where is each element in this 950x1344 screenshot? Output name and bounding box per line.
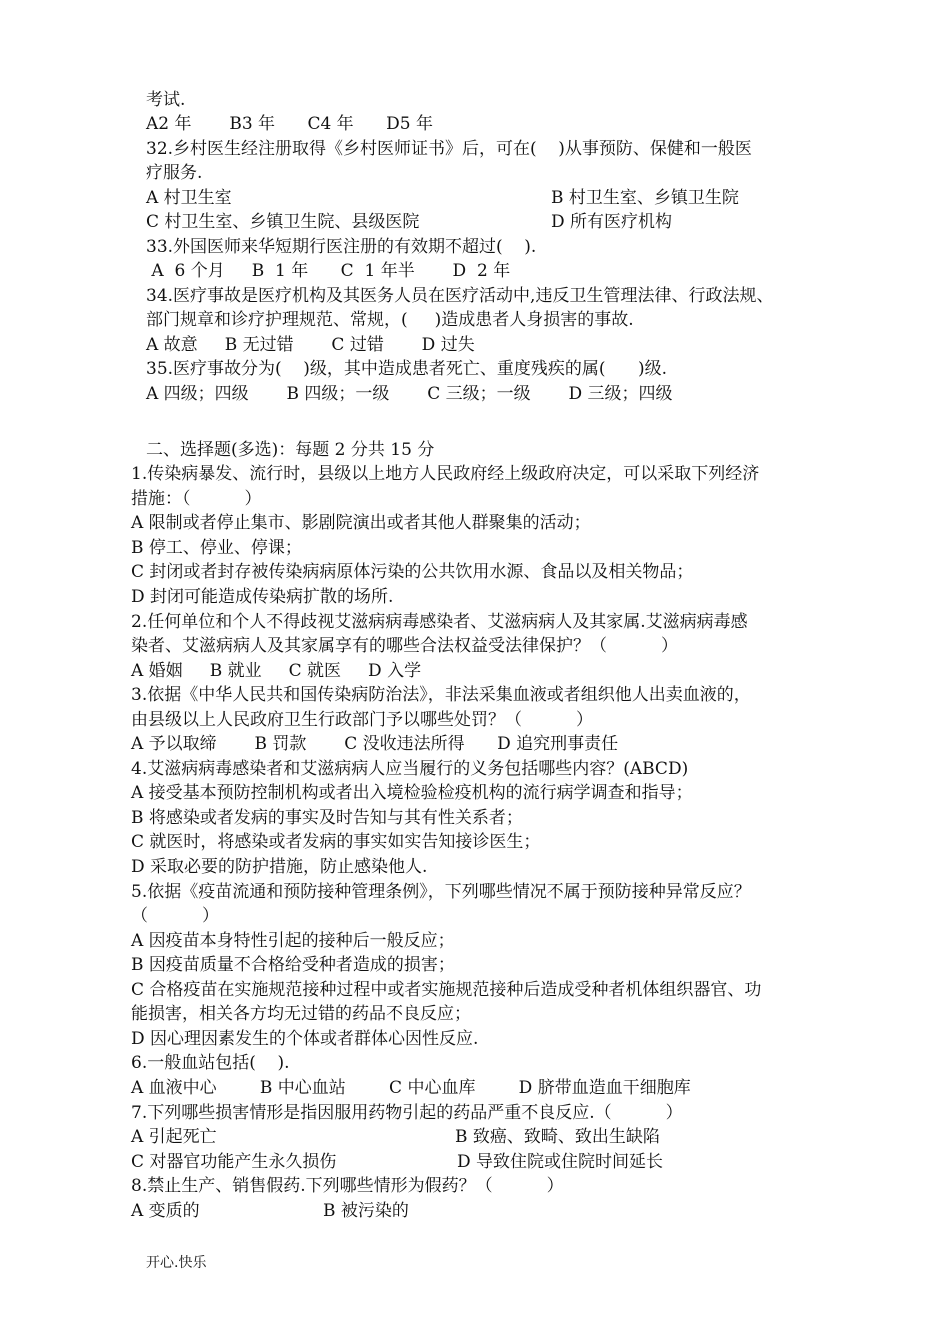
text-line: A 6 个月 B 1 年 C 1 年半 D 2 年 — [146, 261, 511, 281]
text-line: 7.下列哪些损害情形是指因服用药物引起的药品严重不良反应.（ ） — [131, 1103, 683, 1123]
text-line: 3.依据《中华人民共和国传染病防治法》，非法采集血液或者组织他人出卖血液的， — [131, 685, 751, 705]
text-line: D 封闭可能造成传染病扩散的场所. — [131, 587, 394, 607]
text-line: B 村卫生室、乡镇卫生院 — [551, 188, 739, 208]
text-line: A2 年 B3 年 C4 年 D5 年 — [146, 114, 433, 134]
text-line: B 将感染或者发病的事实及时告知与其有性关系者； — [131, 808, 523, 828]
text-line: 措施：（ ） — [131, 489, 262, 509]
text-line: C 合格疫苗在实施规范接种过程中或者实施规范接种后造成受种者机体组织器官、功 — [131, 980, 762, 1000]
text-line: B 停工、停业、停课； — [131, 538, 302, 558]
text-line: D 采取必要的防护措施，防止感染他人. — [131, 857, 428, 877]
text-line: A 限制或者停止集市、影剧院演出或者其他人群聚集的活动； — [131, 513, 591, 533]
text-line: 2.任何单位和个人不得歧视艾滋病病毒感染者、艾滋病病人及其家属.艾滋病病毒感 — [131, 612, 748, 632]
text-line: A 引起死亡 — [131, 1127, 217, 1147]
page-footer: 开心.快乐 — [146, 1255, 207, 1271]
text-line: A 予以取缔 B 罚款 C 没收违法所得 D 追究刑事责任 — [131, 734, 619, 754]
text-line: 6.一般血站包括( ). — [131, 1053, 290, 1073]
text-line: 33.外国医师来华短期行医注册的有效期不超过( ). — [146, 237, 537, 257]
text-line: D 因心理因素发生的个体或者群体心因性反应. — [131, 1029, 479, 1049]
text-line: A 婚姻 B 就业 C 就医 D 入学 — [131, 661, 422, 681]
text-line: 35.医疗事故分为( )级，其中造成患者死亡、重度残疾的属( )级. — [146, 359, 668, 379]
text-line: 染者、艾滋病病人及其家属享有的哪些合法权益受法律保护？（ ） — [131, 636, 679, 656]
text-line: B 被污染的 — [323, 1201, 409, 1221]
text-line: 4.艾滋病病毒感染者和艾滋病病人应当履行的义务包括哪些内容？(ABCD) — [131, 759, 689, 779]
text-line: C 就医时，将感染或者发病的事实如实告知接诊医生； — [131, 832, 541, 852]
text-line: 8.禁止生产、销售假药.下列哪些情形为假药？（ ） — [131, 1176, 564, 1196]
text-line: 32.乡村医生经注册取得《乡村医师证书》后，可在( )从事预防、保健和一般医 — [146, 139, 752, 159]
text-line: 5.依据《疫苗流通和预防接种管理条例》，下列哪些情况不属于预防接种异常反应？ — [131, 882, 751, 902]
text-line: 疗服务. — [146, 163, 203, 183]
text-line: 部门规章和诊疗护理规范、常规，( )造成患者人身损害的事故. — [146, 310, 634, 330]
text-line: B 因疫苗质量不合格给受种者造成的损害； — [131, 955, 455, 975]
text-line: A 血液中心 B 中心血站 C 中心血库 D 脐带血造血干细胞库 — [131, 1078, 691, 1098]
text-line: C 对器官功能产生永久损伤 — [131, 1152, 337, 1172]
text-line: 考试. — [146, 90, 186, 110]
text-line: C 村卫生室、乡镇卫生院、县级医院 — [146, 212, 420, 232]
text-line: B 致癌、致畸、致出生缺陷 — [455, 1127, 660, 1147]
text-line: （ ） — [131, 906, 220, 926]
section-heading: 二、选择题(多选)：每题 2 分共 15 分 — [146, 440, 435, 460]
text-line: A 故意 B 无过错 C 过错 D 过失 — [146, 335, 475, 355]
text-line: A 村卫生室 — [146, 188, 232, 208]
text-line: A 因疫苗本身特性引起的接种后一般反应； — [131, 931, 455, 951]
text-line: 能损害，相关各方均无过错的药品不良反应； — [131, 1004, 471, 1024]
text-line: D 导致住院或住院时间延长 — [457, 1152, 664, 1172]
text-line: A 接受基本预防控制机构或者出入境检验检疫机构的流行病学调查和指导； — [131, 783, 693, 803]
text-line: A 变质的 — [131, 1201, 200, 1221]
text-line: D 所有医疗机构 — [551, 212, 673, 232]
text-line: 34.医疗事故是医疗机构及其医务人员在医疗活动中,违反卫生管理法律、行政法规、 — [146, 286, 774, 306]
text-line: 由县级以上人民政府卫生行政部门予以哪些处罚？（ ） — [131, 710, 594, 730]
text-line: 1.传染病暴发、流行时，县级以上地方人民政府经上级政府决定，可以采取下列经济 — [131, 464, 760, 484]
text-line: A 四级；四级 B 四级；一级 C 三级；一级 D 三级；四级 — [146, 384, 673, 404]
text-line: C 封闭或者封存被传染病病原体污染的公共饮用水源、食品以及相关物品； — [131, 562, 694, 582]
